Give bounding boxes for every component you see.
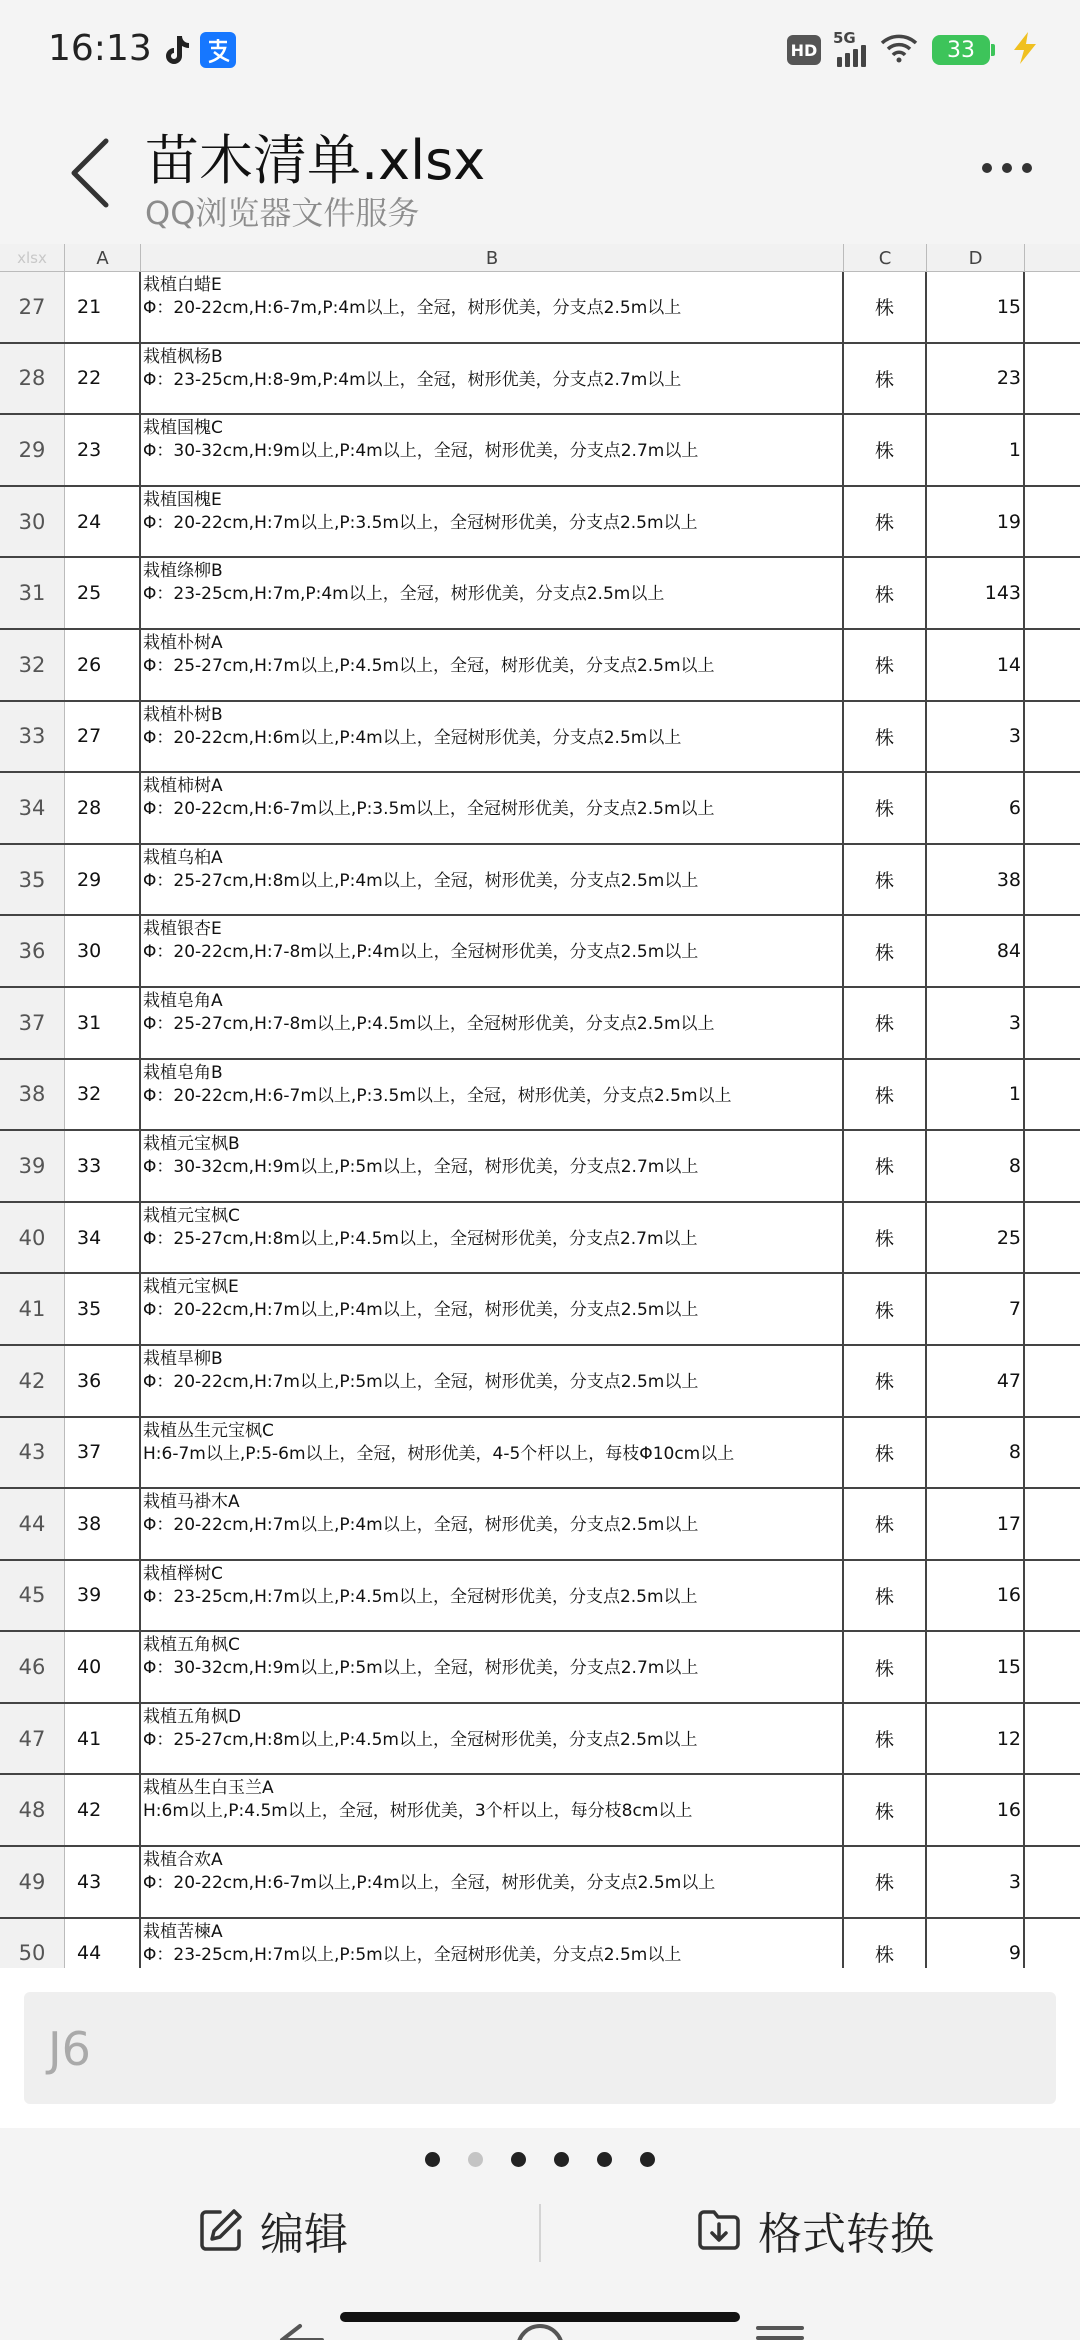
- row-number[interactable]: 32: [0, 630, 65, 700]
- cell-c[interactable]: 株: [844, 630, 927, 700]
- cell-e[interactable]: [1025, 1704, 1080, 1774]
- row-number[interactable]: 35: [0, 845, 65, 915]
- cell-a[interactable]: 25: [65, 558, 141, 628]
- row-number[interactable]: 40: [0, 1203, 65, 1273]
- table-row: [0, 1418, 1080, 1490]
- cell-c[interactable]: 株: [844, 415, 927, 485]
- column-header-row: [0, 244, 1080, 272]
- table-row: [0, 988, 1080, 1060]
- cell-c[interactable]: 株: [844, 1131, 927, 1201]
- alipay-icon: [200, 32, 236, 68]
- cell-b[interactable]: [141, 1060, 844, 1130]
- cell-e[interactable]: [1025, 845, 1080, 915]
- cell-d[interactable]: 7: [927, 1274, 1025, 1344]
- plant-name: 栽植丛生元宝枫C: [143, 1420, 274, 1441]
- hd-icon: HD: [787, 35, 821, 65]
- cell-b[interactable]: [141, 1561, 844, 1631]
- formula-bar[interactable]: [24, 1992, 1056, 2104]
- plant-name: 栽植皂角B: [143, 1062, 223, 1083]
- sheet-corner[interactable]: xlsx: [0, 244, 65, 272]
- plant-spec: Φ：30-32cm,H:9m以上,P:5m以上，全冠，树形优美，分支点2.7m以上: [143, 1157, 699, 1178]
- cell-a[interactable]: 28: [65, 773, 141, 843]
- table-row: [0, 916, 1080, 988]
- row-number[interactable]: 31: [0, 558, 65, 628]
- row-number[interactable]: 42: [0, 1346, 65, 1416]
- cell-e[interactable]: [1025, 773, 1080, 843]
- cell-e[interactable]: [1025, 558, 1080, 628]
- cell-d[interactable]: 19: [927, 487, 1025, 557]
- cell-e[interactable]: [1025, 1203, 1080, 1273]
- edit-label: 编辑: [260, 2209, 348, 2260]
- cell-a[interactable]: 40: [65, 1632, 141, 1702]
- cell-a[interactable]: 27: [65, 702, 141, 772]
- page-dot[interactable]: [468, 2152, 483, 2167]
- table-row: [0, 1203, 1080, 1275]
- cell-e[interactable]: [1025, 1847, 1080, 1917]
- row-number[interactable]: 29: [0, 415, 65, 485]
- plant-name: 栽植白蜡E: [143, 275, 222, 295]
- page-dot[interactable]: [511, 2152, 526, 2167]
- table-row: [0, 487, 1080, 559]
- plant-spec: Φ：30-32cm,H:9m以上,P:5m以上，全冠，树形优美，分支点2.7m以上: [143, 1658, 699, 1679]
- page-dot[interactable]: [554, 2152, 569, 2167]
- cell-d[interactable]: 8: [927, 1418, 1025, 1488]
- plant-spec: Φ：25-27cm,H:8m以上,P:4m以上，全冠，树形优美，分支点2.5m以上: [143, 870, 699, 891]
- page-indicator: [0, 2152, 1080, 2167]
- cell-b[interactable]: [141, 916, 844, 986]
- nav-menu-icon[interactable]: [752, 2318, 808, 2340]
- cell-d[interactable]: 12: [927, 1704, 1025, 1774]
- plant-name: 栽植绦柳B: [143, 561, 223, 582]
- plant-spec: Φ：20-22cm,H:6-7m以上,P:3.5m以上，全冠树形优美，分支点2.5m以上: [143, 799, 715, 820]
- sheet-rows: [0, 272, 1080, 1968]
- plant-name: 栽植朴树A: [143, 632, 223, 653]
- more-button[interactable]: [962, 138, 1052, 198]
- cell-b[interactable]: [141, 773, 844, 843]
- row-number[interactable]: 47: [0, 1704, 65, 1774]
- plant-spec: Φ：20-22cm,H:6m以上,P:4m以上，全冠树形优美，分支点2.5m以上: [143, 727, 682, 748]
- cell-c[interactable]: 株: [844, 1775, 927, 1845]
- cell-b[interactable]: [141, 487, 844, 557]
- cell-reference: J6: [48, 2022, 91, 2076]
- home-indicator[interactable]: [340, 2312, 740, 2322]
- cell-e[interactable]: [1025, 988, 1080, 1058]
- cell-d[interactable]: 143: [927, 558, 1025, 628]
- plant-spec: Φ：30-32cm,H:9m以上,P:4m以上，全冠，树形优美，分支点2.7m以上: [143, 441, 699, 462]
- cell-a[interactable]: 39: [65, 1561, 141, 1631]
- cell-e[interactable]: [1025, 1418, 1080, 1488]
- cell-b[interactable]: [141, 1489, 844, 1559]
- cell-d[interactable]: 3: [927, 1847, 1025, 1917]
- cell-c[interactable]: 株: [844, 1274, 927, 1344]
- cell-d[interactable]: 47: [927, 1346, 1025, 1416]
- cell-a[interactable]: 42: [65, 1775, 141, 1845]
- cell-b[interactable]: [141, 1847, 844, 1917]
- cell-b[interactable]: [141, 702, 844, 772]
- table-row: [0, 1775, 1080, 1847]
- table-row: [0, 1919, 1080, 1968]
- column-header-c[interactable]: C: [844, 244, 927, 272]
- signal-icon: [833, 29, 866, 67]
- plant-name: 栽植枫杨B: [143, 346, 223, 367]
- plant-name: 栽植五角枫C: [143, 1635, 240, 1656]
- table-row: [0, 1847, 1080, 1919]
- plant-name: 栽植皂角A: [143, 990, 223, 1011]
- tiktok-icon: [158, 32, 194, 68]
- cell-d[interactable]: 23: [927, 344, 1025, 414]
- cell-d[interactable]: 3: [927, 702, 1025, 772]
- cell-c[interactable]: 株: [844, 1489, 927, 1559]
- page-dot[interactable]: [640, 2152, 655, 2167]
- spreadsheet-view[interactable]: [0, 244, 1080, 1968]
- plant-name: 栽植元宝枫E: [143, 1277, 239, 1298]
- table-row: [0, 344, 1080, 416]
- cell-a[interactable]: 30: [65, 916, 141, 986]
- cell-c[interactable]: 株: [844, 344, 927, 414]
- column-header-d[interactable]: D: [927, 244, 1025, 272]
- plant-spec: Φ：25-27cm,H:8m以上,P:4.5m以上，全冠树形优美，分支点2.7m以上: [143, 1228, 698, 1249]
- cell-a[interactable]: 34: [65, 1203, 141, 1273]
- column-header-b[interactable]: B: [141, 244, 844, 272]
- row-number[interactable]: 48: [0, 1775, 65, 1845]
- cell-c[interactable]: 株: [844, 1203, 927, 1273]
- plant-name: 栽植合欢A: [143, 1850, 223, 1871]
- cell-c[interactable]: 株: [844, 988, 927, 1058]
- plant-name: 栽植银杏E: [143, 919, 222, 940]
- table-row: [0, 773, 1080, 845]
- cell-c[interactable]: 株: [844, 558, 927, 628]
- cell-d[interactable]: 25: [927, 1203, 1025, 1273]
- column-header-a[interactable]: A: [65, 244, 141, 272]
- row-number[interactable]: 49: [0, 1847, 65, 1917]
- wifi-icon: [880, 33, 918, 67]
- cell-b[interactable]: [141, 1418, 844, 1488]
- plant-name: 栽植国槐E: [143, 489, 222, 510]
- cell-b[interactable]: [141, 558, 844, 628]
- cell-b[interactable]: [141, 1632, 844, 1702]
- cell-e[interactable]: [1025, 1346, 1080, 1416]
- cell-e[interactable]: [1025, 1131, 1080, 1201]
- cell-d[interactable]: 15: [927, 272, 1025, 342]
- cell-d[interactable]: 84: [927, 916, 1025, 986]
- plant-spec: Φ：20-22cm,H:6-7m,P:4m以上，全冠，树形优美，分支点2.5m以上: [143, 298, 682, 318]
- plant-name: 栽植柿树A: [143, 776, 223, 797]
- table-row: [0, 415, 1080, 487]
- charging-icon: [1010, 32, 1040, 68]
- cell-a[interactable]: 33: [65, 1131, 141, 1201]
- cell-a[interactable]: 24: [65, 487, 141, 557]
- row-number[interactable]: 27: [0, 272, 65, 342]
- cell-c[interactable]: 株: [844, 487, 927, 557]
- plant-spec: Φ：20-22cm,H:7m以上,P:3.5m以上，全冠树形优美，分支点2.5m以上: [143, 512, 698, 533]
- plant-name: 栽植旱柳B: [143, 1348, 223, 1369]
- cell-e[interactable]: [1025, 1561, 1080, 1631]
- plant-spec: Φ：20-22cm,H:7-8m以上,P:4m以上，全冠树形优美，分支点2.5m以上: [143, 942, 699, 963]
- cell-e[interactable]: [1025, 630, 1080, 700]
- plant-name: 栽植朴树B: [143, 704, 223, 725]
- cell-e[interactable]: [1025, 415, 1080, 485]
- plant-name: 栽植元宝枫C: [143, 1205, 240, 1226]
- plant-spec: Φ：23-25cm,H:7m以上,P:4.5m以上，全冠树形优美，分支点2.5m以上: [143, 1586, 698, 1607]
- cell-e[interactable]: [1025, 1060, 1080, 1130]
- status-time: 16:13: [48, 28, 152, 69]
- cell-d[interactable]: 3: [927, 988, 1025, 1058]
- cell-a[interactable]: 38: [65, 1489, 141, 1559]
- cell-b[interactable]: [141, 1131, 844, 1201]
- cell-c[interactable]: 株: [844, 702, 927, 772]
- plant-spec: Φ：20-22cm,H:7m以上,P:4m以上，全冠，树形优美，分支点2.5m以上: [143, 1515, 699, 1536]
- plant-spec: Φ：23-25cm,H:7m以上,P:5m以上，全冠树形优美，分支点2.5m以上: [143, 1944, 682, 1965]
- plant-spec: Φ：25-27cm,H:7-8m以上,P:4.5m以上，全冠树形优美，分支点2.5m以上: [143, 1013, 715, 1034]
- cell-b[interactable]: [141, 1775, 844, 1845]
- cell-c[interactable]: 株: [844, 1632, 927, 1702]
- cell-c[interactable]: 株: [844, 1704, 927, 1774]
- table-row: [0, 1060, 1080, 1132]
- cell-d[interactable]: 14: [927, 630, 1025, 700]
- cell-a[interactable]: 36: [65, 1346, 141, 1416]
- cell-e[interactable]: [1025, 272, 1080, 342]
- back-button[interactable]: [50, 128, 130, 218]
- cell-e[interactable]: [1025, 1919, 1080, 1968]
- cell-b[interactable]: [141, 272, 844, 342]
- cell-b[interactable]: [141, 415, 844, 485]
- cell-a[interactable]: 43: [65, 1847, 141, 1917]
- cell-c[interactable]: 株: [844, 845, 927, 915]
- cell-c[interactable]: 株: [844, 272, 927, 342]
- cell-c[interactable]: 株: [844, 1847, 927, 1917]
- plant-name: 栽植马褂木A: [143, 1492, 240, 1513]
- table-row: [0, 272, 1080, 344]
- cell-b[interactable]: [141, 1203, 844, 1273]
- cell-c[interactable]: 株: [844, 1561, 927, 1631]
- cell-a[interactable]: 29: [65, 845, 141, 915]
- plant-name: 栽植丛生白玉兰A: [143, 1778, 274, 1799]
- battery-icon: 33: [932, 35, 990, 65]
- plant-spec: H:6m以上,P:4.5m以上，全冠，树形优美，3个杆以上，每分枝8cm以上: [143, 1801, 693, 1822]
- row-number[interactable]: 46: [0, 1632, 65, 1702]
- cell-d[interactable]: 17: [927, 1489, 1025, 1559]
- format-convert-button[interactable]: [696, 2190, 934, 2270]
- table-row: [0, 1561, 1080, 1633]
- plant-spec: Φ：25-27cm,H:8m以上,P:4.5m以上，全冠树形优美，分支点2.5m以上: [143, 1729, 698, 1750]
- cell-e[interactable]: [1025, 1274, 1080, 1344]
- table-row: [0, 1274, 1080, 1346]
- plant-name: 栽植五角枫D: [143, 1706, 242, 1727]
- row-number[interactable]: 41: [0, 1274, 65, 1344]
- folder-download-icon: [696, 2208, 742, 2252]
- page-subtitle: QQ浏览器文件服务: [145, 194, 420, 232]
- cell-b[interactable]: [141, 1919, 844, 1968]
- app-header: [0, 100, 1080, 244]
- page-title: 苗木清单.xlsx: [145, 129, 486, 192]
- row-number[interactable]: 45: [0, 1561, 65, 1631]
- plant-name: 栽植国槐C: [143, 418, 223, 439]
- plant-name: 栽植榉树C: [143, 1563, 223, 1584]
- cell-c[interactable]: 株: [844, 773, 927, 843]
- cell-c[interactable]: 株: [844, 1919, 927, 1968]
- row-number[interactable]: 50: [0, 1919, 65, 1968]
- cell-a[interactable]: 32: [65, 1060, 141, 1130]
- row-number[interactable]: 28: [0, 344, 65, 414]
- table-row: [0, 1704, 1080, 1776]
- cell-c[interactable]: 株: [844, 1346, 927, 1416]
- table-row: [0, 1632, 1080, 1704]
- cell-c[interactable]: 株: [844, 1418, 927, 1488]
- bottom-toolbar: [0, 2128, 1080, 2340]
- cell-e[interactable]: [1025, 916, 1080, 986]
- column-header-e[interactable]: [1025, 244, 1080, 272]
- cell-a[interactable]: 37: [65, 1418, 141, 1488]
- row-number[interactable]: 36: [0, 916, 65, 986]
- row-number[interactable]: 37: [0, 988, 65, 1058]
- cell-e[interactable]: [1025, 1489, 1080, 1559]
- row-number[interactable]: 44: [0, 1489, 65, 1559]
- table-row: [0, 1131, 1080, 1203]
- plant-spec: Φ：20-22cm,H:7m以上,P:5m以上，全冠，树形优美，分支点2.5m以上: [143, 1371, 699, 1392]
- cell-e[interactable]: [1025, 1775, 1080, 1845]
- cell-b[interactable]: [141, 630, 844, 700]
- table-row: [0, 630, 1080, 702]
- status-bar: [0, 0, 1080, 100]
- row-number[interactable]: 34: [0, 773, 65, 843]
- nav-back-icon[interactable]: [272, 2318, 328, 2340]
- table-row: [0, 558, 1080, 630]
- cell-d[interactable]: 38: [927, 845, 1025, 915]
- plant-name: 栽植乌桕A: [143, 847, 223, 868]
- cell-b[interactable]: [141, 344, 844, 414]
- cell-b[interactable]: [141, 1274, 844, 1344]
- table-row: [0, 702, 1080, 774]
- cell-a[interactable]: 35: [65, 1274, 141, 1344]
- cell-e[interactable]: [1025, 1632, 1080, 1702]
- row-number[interactable]: 33: [0, 702, 65, 772]
- cell-d[interactable]: 6: [927, 773, 1025, 843]
- table-row: [0, 1346, 1080, 1418]
- toolbar-divider: [539, 2204, 541, 2262]
- cell-d[interactable]: 1: [927, 1060, 1025, 1130]
- cell-b[interactable]: [141, 1704, 844, 1774]
- cell-e[interactable]: [1025, 702, 1080, 772]
- format-convert-label: 格式转换: [758, 2209, 934, 2260]
- cell-d[interactable]: 16: [927, 1775, 1025, 1845]
- plant-name: 栽植元宝枫B: [143, 1134, 240, 1155]
- cell-c[interactable]: 株: [844, 916, 927, 986]
- edit-icon: [198, 2207, 244, 2253]
- cell-a[interactable]: 22: [65, 344, 141, 414]
- plant-spec: Φ：23-25cm,H:8-9m,P:4m以上，全冠，树形优美，分支点2.7m以上: [143, 369, 682, 390]
- cell-e[interactable]: [1025, 487, 1080, 557]
- cell-a[interactable]: 44: [65, 1919, 141, 1968]
- row-number[interactable]: 43: [0, 1418, 65, 1488]
- cell-a[interactable]: 23: [65, 415, 141, 485]
- cell-a[interactable]: 41: [65, 1704, 141, 1774]
- table-row: [0, 845, 1080, 917]
- cell-b[interactable]: [141, 988, 844, 1058]
- cell-e[interactable]: [1025, 344, 1080, 414]
- chevron-left-icon: [68, 137, 112, 209]
- network-label: 5G: [833, 29, 856, 47]
- row-number[interactable]: 39: [0, 1131, 65, 1201]
- page-dot[interactable]: [597, 2152, 612, 2167]
- plant-spec: Φ：20-22cm,H:7m以上,P:4m以上，全冠，树形优美，分支点2.5m以上: [143, 1300, 699, 1321]
- plant-spec: H:6-7m以上,P:5-6m以上，全冠，树形优美，4-5个杆以上，每枝Φ10cm以上: [143, 1443, 735, 1464]
- formula-area: [0, 1968, 1080, 2128]
- cell-d[interactable]: 1: [927, 415, 1025, 485]
- cell-a[interactable]: 26: [65, 630, 141, 700]
- plant-spec: Φ：20-22cm,H:6-7m以上,P:4m以上，全冠，树形优美，分支点2.5m以上: [143, 1873, 716, 1894]
- more-dots-icon: [982, 163, 992, 173]
- edit-button[interactable]: [198, 2190, 348, 2270]
- cell-d[interactable]: 16: [927, 1561, 1025, 1631]
- plant-spec: Φ：20-22cm,H:6-7m以上,P:3.5m以上，全冠，树形优美，分支点2.5m以上: [143, 1085, 732, 1106]
- status-icons: [787, 30, 1040, 70]
- plant-spec: Φ：23-25cm,H:7m,P:4m以上，全冠，树形优美，分支点2.5m以上: [143, 584, 665, 605]
- table-row: [0, 1489, 1080, 1561]
- cell-d[interactable]: 8: [927, 1131, 1025, 1201]
- plant-spec: Φ：25-27cm,H:7m以上,P:4.5m以上，全冠，树形优美，分支点2.5m以上: [143, 655, 715, 676]
- row-number[interactable]: 38: [0, 1060, 65, 1130]
- cell-a[interactable]: 31: [65, 988, 141, 1058]
- cell-b[interactable]: [141, 845, 844, 915]
- plant-name: 栽植苦楝A: [143, 1921, 223, 1942]
- row-number[interactable]: 30: [0, 487, 65, 557]
- cell-d[interactable]: 9: [927, 1919, 1025, 1968]
- cell-d[interactable]: 15: [927, 1632, 1025, 1702]
- cell-b[interactable]: [141, 1346, 844, 1416]
- cell-a[interactable]: 21: [65, 272, 141, 342]
- page-dot[interactable]: [425, 2152, 440, 2167]
- cell-c[interactable]: 株: [844, 1060, 927, 1130]
